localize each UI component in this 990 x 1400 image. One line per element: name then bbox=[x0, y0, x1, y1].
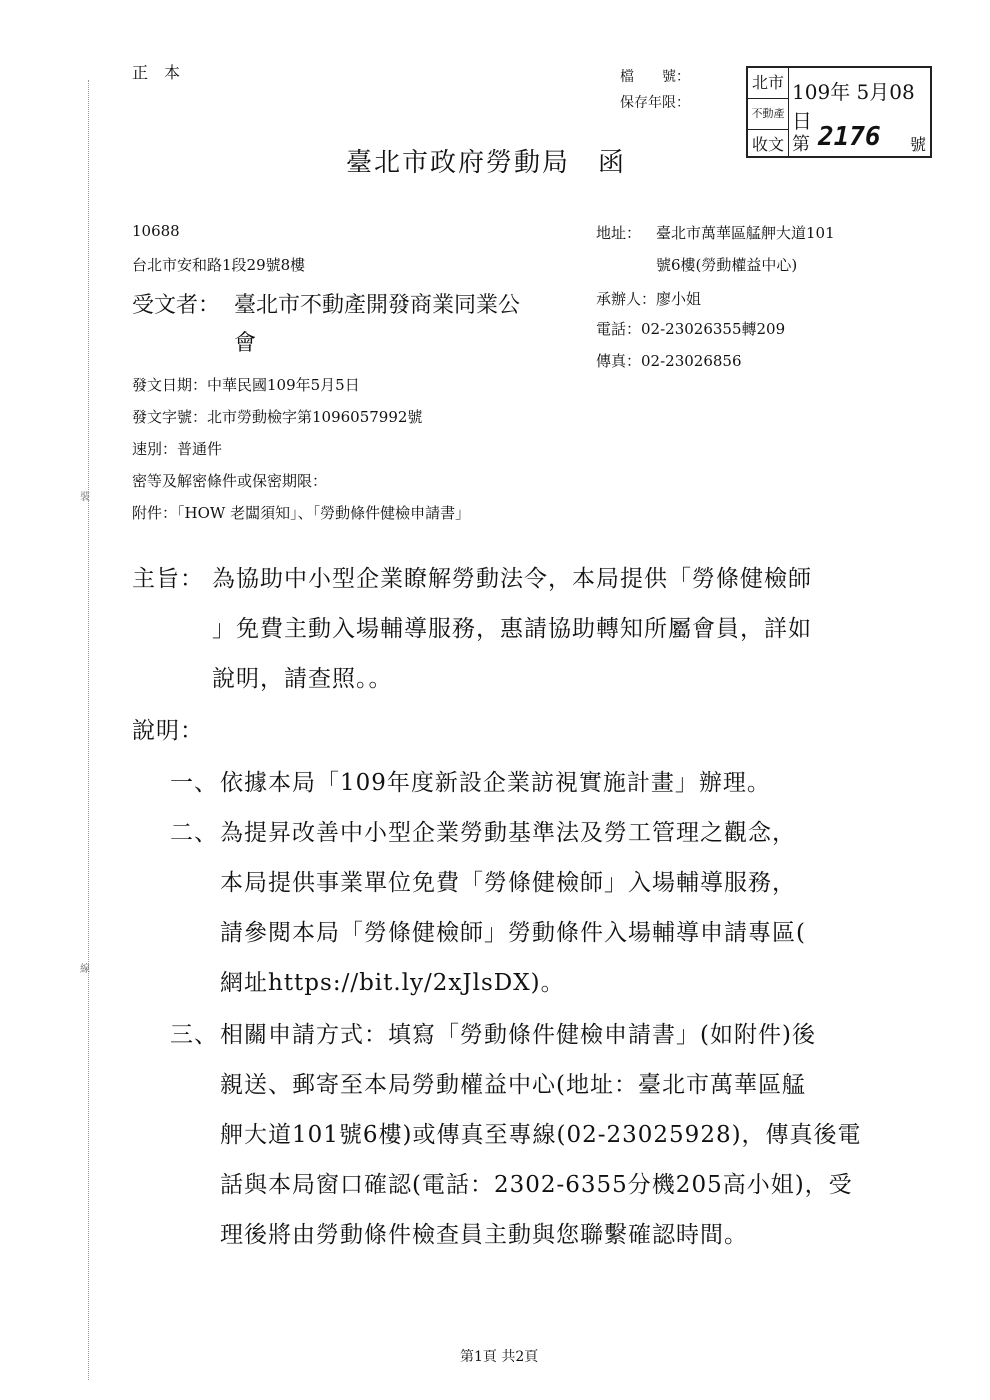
item-2-line2: 本局提供事業單位免費「勞條健檢師」入場輔導服務， bbox=[220, 870, 796, 896]
recipient-street: 台北市安和路1段29號8樓 bbox=[132, 256, 306, 274]
sender-address-line2: 號6樓(勞動權益中心) bbox=[656, 256, 798, 274]
phone: 電話：02-23026355轉209 bbox=[596, 320, 786, 338]
original-copy-mark: 正 本 bbox=[132, 63, 181, 82]
fax: 傳真：02-23026856 bbox=[596, 352, 742, 370]
stamp-org: 不動產 bbox=[748, 98, 788, 129]
item-3-line5: 理後將由勞動條件檢查員主動與您聯繫確認時間。 bbox=[220, 1222, 748, 1248]
stamp-city: 北市 bbox=[751, 73, 784, 92]
stamp-no-prefix: 第 bbox=[792, 134, 810, 155]
document-number: 發文字號：北市勞動檢字第1096057992號 bbox=[132, 408, 423, 426]
item-2-marker: 二、 bbox=[170, 820, 218, 846]
stamp-date: 109年 5月08日 bbox=[792, 80, 915, 133]
stamp-no-suffix: 號 bbox=[909, 135, 926, 154]
item-3-line2: 親送、郵寄至本局勞動權益中心(地址：臺北市萬華區艋 bbox=[220, 1072, 806, 1098]
explanation-label: 說明： bbox=[132, 718, 204, 744]
sender-address-line1: 臺北市萬華區艋舺大道101 bbox=[656, 224, 835, 242]
item-3-line3: 舺大道101號6樓)或傳真至專線(02-23025928)，傳真後電 bbox=[220, 1122, 862, 1148]
handler: 承辦人：廖小姐 bbox=[596, 290, 702, 308]
page-number: 第1頁 共2頁 bbox=[460, 1349, 539, 1365]
issue-date: 發文日期：中華民國109年5月5日 bbox=[132, 376, 360, 394]
file-number-label: 檔 號： bbox=[620, 69, 690, 85]
subject-line1: 為協助中小型企業瞭解勞動法令，本局提供「勞條健檢師 bbox=[212, 566, 812, 592]
item-3-marker: 三、 bbox=[170, 1022, 218, 1048]
recipient-name-line1: 臺北市不動產開發商業同業公 bbox=[234, 293, 521, 318]
receipt-stamp bbox=[746, 66, 932, 158]
secrecy-level: 密等及解密條件或保密期限： bbox=[132, 472, 328, 490]
subject-line3: 說明，請查照。。 bbox=[212, 666, 393, 692]
binding-line bbox=[88, 80, 89, 1380]
subject-line2: 」免費主動入場輔導服務，惠請協助轉知所屬會員，詳如 bbox=[212, 616, 812, 642]
item-3-line1: 相關申請方式：填寫「勞動條件健檢申請書」(如附件)後 bbox=[220, 1022, 816, 1048]
attachments: 附件：「HOW 老闆須知」、「勞動條件健檢申請書」 bbox=[132, 504, 471, 522]
recipient-name-line2: 會 bbox=[234, 331, 257, 356]
item-2-line1: 為提昇改善中小型企業勞動基準法及勞工管理之觀念， bbox=[220, 820, 796, 846]
recipient-label: 受文者： bbox=[132, 293, 221, 318]
binding-mark-top: 裝 bbox=[80, 492, 90, 503]
stamp-date-month: 5 bbox=[856, 80, 870, 104]
stamp-date-year: 109 bbox=[792, 80, 831, 104]
document-title: 臺北市政府勞動局 函 bbox=[346, 148, 627, 178]
item-2-line4: 網址https://bit.ly/2xJlsDX)。 bbox=[220, 970, 565, 996]
retention-period-label: 保存年限： bbox=[620, 95, 690, 111]
recipient-zip: 10688 bbox=[132, 222, 180, 240]
stamp-date-day: 08 bbox=[889, 80, 915, 104]
sender-address-label: 地址： bbox=[596, 224, 642, 242]
stamp-handwritten-number: 2176 bbox=[818, 122, 881, 152]
item-1-line1: 依據本局「109年度新設企業訪視實施計畫」辦理。 bbox=[220, 770, 771, 796]
item-3-line4: 話與本局窗口確認(電話：2302-6355分機205高小姐)，受 bbox=[220, 1172, 853, 1198]
stamp-received: 收文 bbox=[748, 129, 788, 160]
subject-label: 主旨： bbox=[132, 566, 204, 592]
delivery-speed: 速別：普通件 bbox=[132, 440, 223, 458]
binding-mark-bottom: 線 bbox=[80, 964, 90, 975]
item-2-line3: 請參閱本局「勞條健檢師」勞動條件入場輔導申請專區( bbox=[220, 920, 806, 946]
item-1-marker: 一、 bbox=[170, 770, 218, 796]
